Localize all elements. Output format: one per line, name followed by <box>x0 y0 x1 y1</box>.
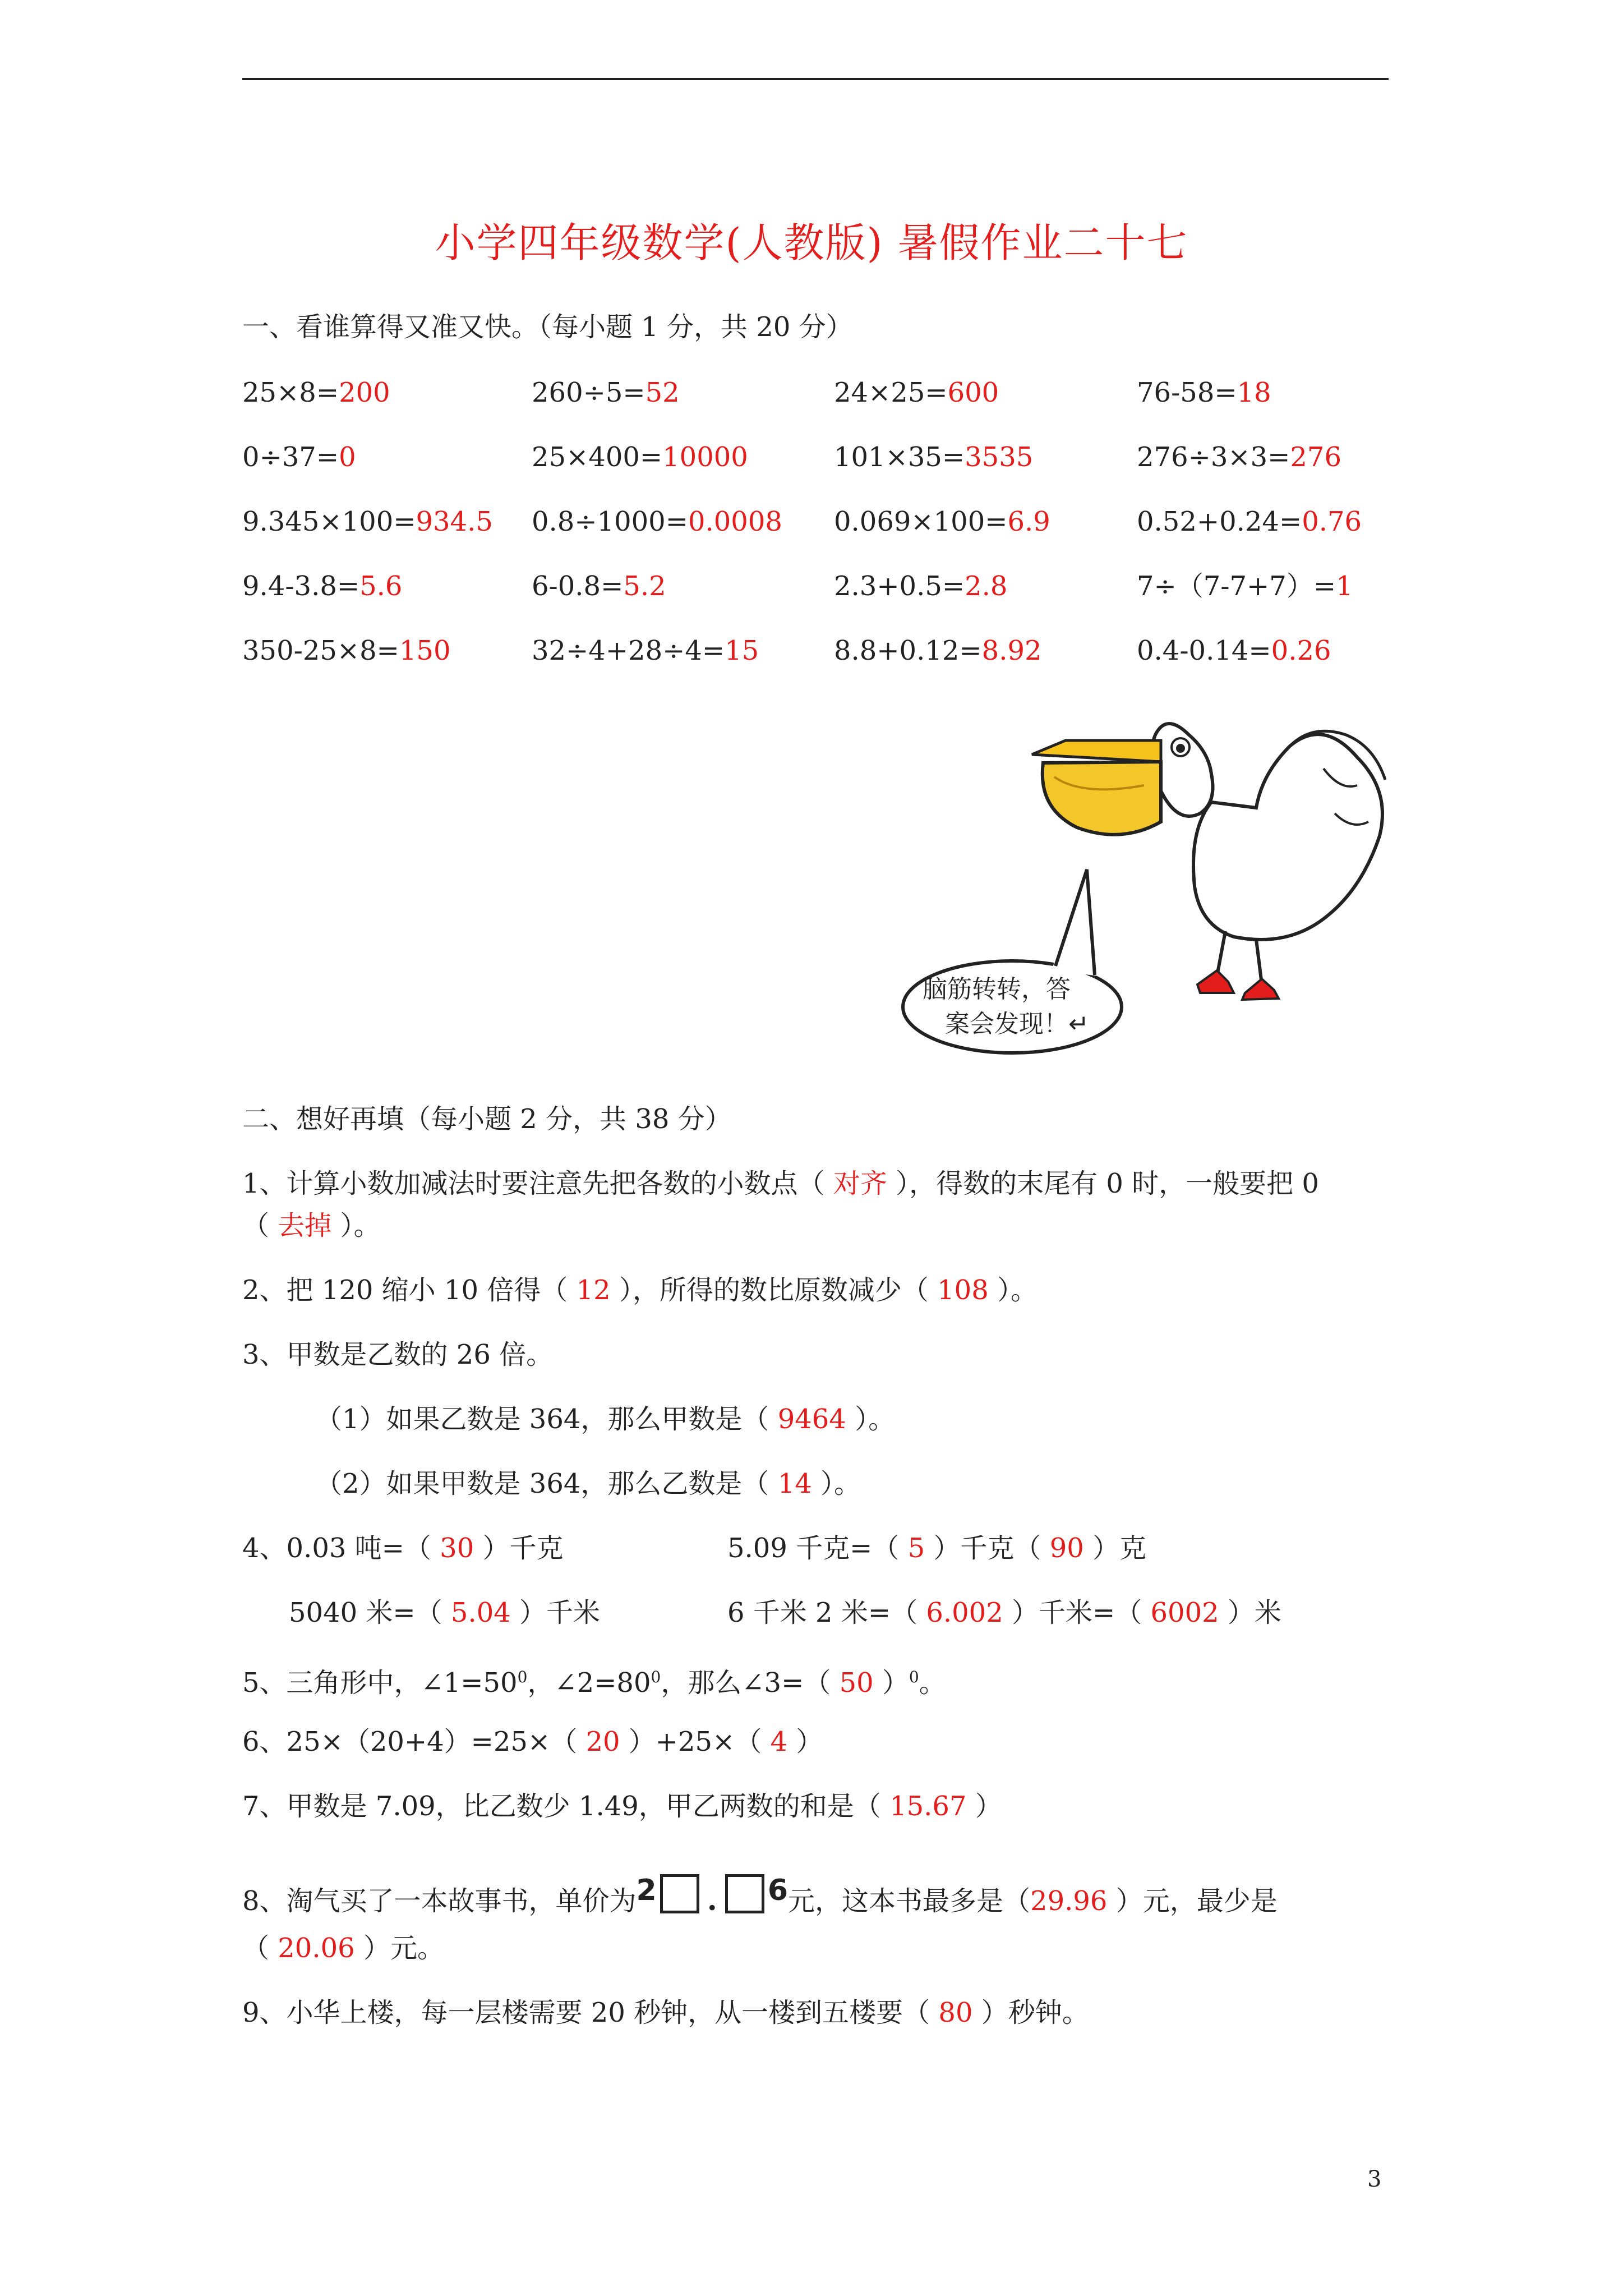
calc-question: 0.8÷1000= <box>532 506 688 537</box>
q1-text-2: ），得数的末尾有 0 时，一般要把 0 <box>887 1168 1319 1199</box>
calc-item <box>834 505 1050 539</box>
q9-line <box>242 1996 1089 2030</box>
q7-line <box>242 1789 1002 1823</box>
q4-line2a <box>289 1596 600 1630</box>
q8-price-dot: . <box>707 1883 717 1917</box>
q6-answer-1: 20 <box>585 1726 620 1757</box>
q1-line1 <box>242 1167 1319 1200</box>
q1-text-3: （ <box>242 1210 278 1241</box>
q4-l1b-answer-1: 5 <box>907 1533 925 1564</box>
calc-question: 0÷37= <box>242 441 339 473</box>
calc-answer: 1 <box>1336 570 1353 602</box>
q4-l2b-answer-2: 6002 <box>1150 1597 1219 1628</box>
q5-text-2: ，∠2=80 <box>527 1667 651 1699</box>
calc-item <box>1137 634 1331 668</box>
calc-item <box>1137 569 1353 603</box>
calc-answer: 200 <box>339 377 390 408</box>
q5-text-1: 5、三角形中，∠1=50 <box>242 1667 518 1699</box>
q8-text-1: 8、淘气买了一本故事书，单价为 <box>242 1885 637 1917</box>
q8-answer-1: 29.96 <box>1030 1885 1108 1917</box>
calc-answer: 6.9 <box>1007 506 1050 537</box>
q6-answer-2: 4 <box>770 1726 788 1757</box>
calc-answer: 0.76 <box>1302 506 1362 537</box>
q3-sub1 <box>315 1402 895 1436</box>
calc-item <box>532 440 748 474</box>
calc-item <box>242 634 451 668</box>
calc-item <box>532 634 759 668</box>
q4-l2a-answer: 5.04 <box>450 1597 511 1628</box>
calc-item <box>1137 376 1271 409</box>
calc-answer: 276 <box>1290 441 1341 473</box>
q5-text-4: ） <box>873 1667 909 1699</box>
q2-line <box>242 1273 1038 1307</box>
calc-item <box>532 376 680 409</box>
q5-text-3: ，那么∠3=（ <box>661 1667 840 1699</box>
calc-answer: 10000 <box>662 441 748 473</box>
q4-l1a-answer: 30 <box>440 1533 474 1564</box>
calc-answer: 15 <box>725 635 759 666</box>
calc-question: 9.4-3.8= <box>242 570 360 602</box>
q8-line1 <box>242 1874 1278 1918</box>
calc-answer: 0 <box>339 441 356 473</box>
q5-degree-2: 0 <box>651 1668 661 1686</box>
q8-price-digit-2: 6 <box>767 1874 789 1907</box>
q2-answer-2: 108 <box>937 1274 989 1306</box>
calc-question: 24×25= <box>834 377 948 408</box>
q8-line2 <box>242 1931 444 1965</box>
calc-question: 8.8+0.12= <box>834 635 982 666</box>
q7-text-2: ） <box>966 1791 1002 1822</box>
q3-sub1-text-2: ）。 <box>846 1404 896 1435</box>
q2-answer-1: 12 <box>576 1274 611 1306</box>
q6-text-1: 6、25×（20+4）=25×（ <box>242 1726 586 1757</box>
calc-item <box>834 569 1007 603</box>
q3-stem: 3、甲数是乙数的 26 倍。 <box>242 1339 554 1370</box>
q3-sub1-text-1: （1）如果乙数是 364，那么甲数是（ <box>315 1404 778 1435</box>
q9-answer: 80 <box>938 1997 973 2028</box>
calc-answer: 5.2 <box>623 570 666 602</box>
calc-item <box>532 505 782 539</box>
calc-answer: 0.0008 <box>688 506 782 537</box>
q4-l1b-text-3: ）克 <box>1083 1533 1147 1564</box>
header-rule <box>242 78 1389 80</box>
q4-l2b-text-2: ）千米=（ <box>1003 1597 1151 1628</box>
q4-l1a-text-2: ）千克 <box>474 1533 564 1564</box>
q4-line1b <box>727 1531 1146 1565</box>
q4-l1b-answer-2: 90 <box>1049 1533 1084 1564</box>
calc-answer: 5.6 <box>359 570 403 602</box>
calc-question: 6-0.8= <box>532 570 624 602</box>
q3-sub2-text-2: ）。 <box>811 1468 861 1499</box>
calc-answer: 2.8 <box>965 570 1008 602</box>
q5-text-5: 。 <box>919 1667 946 1699</box>
q1-text-4: ）。 <box>331 1210 381 1241</box>
calc-question: 101×35= <box>834 441 965 473</box>
q4-l1b-text-2: ）千克（ <box>925 1533 1050 1564</box>
q2-text-1: 2、把 120 缩小 10 倍得（ <box>242 1274 577 1306</box>
q8-text-5: ）元。 <box>354 1932 444 1964</box>
q1-line2 <box>242 1209 381 1243</box>
calc-item <box>242 376 390 409</box>
q4-l2b-text-1: 6 千米 2 米=（ <box>727 1597 926 1628</box>
q5-degree-3: 0 <box>909 1668 919 1686</box>
calc-question: 32÷4+28÷4= <box>532 635 725 666</box>
calc-question: 0.069×100= <box>834 506 1008 537</box>
calc-answer: 0.26 <box>1271 635 1331 666</box>
calc-question: 25×8= <box>242 377 339 408</box>
q3-sub1-answer: 9464 <box>777 1404 846 1435</box>
calc-question: 25×400= <box>532 441 663 473</box>
q8-blank-box-2 <box>725 1874 764 1913</box>
calc-question: 260÷5= <box>532 377 645 408</box>
calc-question: 350-25×8= <box>242 635 399 666</box>
q8-blank-box-1 <box>660 1874 699 1913</box>
calc-item <box>1137 505 1362 539</box>
q9-text-2: ）秒钟。 <box>972 1997 1089 2028</box>
calc-question: 0.4-0.14= <box>1137 635 1271 666</box>
calc-answer: 8.92 <box>981 635 1042 666</box>
q9-text-1: 9、小华上楼，每一层楼需要 20 秒钟，从一楼到五楼要（ <box>242 1997 939 2028</box>
q4-l2b-answer-1: 6.002 <box>926 1597 1003 1628</box>
q4-l2b-text-3: ）米 <box>1219 1597 1281 1628</box>
calc-item <box>834 440 1033 474</box>
q8-text-3: ）元，最少是 <box>1107 1885 1278 1917</box>
pelican-illustration <box>897 701 1391 1055</box>
calc-item <box>834 634 1042 668</box>
calc-item <box>532 569 666 603</box>
calc-item <box>834 376 999 409</box>
calc-answer: 18 <box>1237 377 1271 408</box>
q1-text-1: 1、计算小数加减法时要注意先把各数的小数点（ <box>242 1168 833 1199</box>
q6-text-2: ）+25×（ <box>620 1726 771 1757</box>
q7-answer: 15.67 <box>889 1791 967 1822</box>
calc-answer: 52 <box>645 377 680 408</box>
q4-line2b <box>727 1596 1281 1630</box>
calc-question: 0.52+0.24= <box>1137 506 1302 537</box>
calc-item <box>1137 440 1341 474</box>
calc-item <box>242 569 402 603</box>
q1-answer-2: 去掉 <box>278 1210 332 1241</box>
q4-l1a-text-1: 4、0.03 吨=（ <box>242 1533 440 1564</box>
calc-answer: 600 <box>947 377 999 408</box>
q6-line <box>242 1725 823 1759</box>
q8-text-2: 元，这本书最多是（ <box>788 1885 1031 1917</box>
q2-text-2: ），所得的数比原数减少（ <box>610 1274 938 1306</box>
calc-question: 276÷3×3= <box>1137 441 1290 473</box>
q5-answer: 50 <box>839 1667 874 1699</box>
speech-line-2: 案会发现！↵ <box>945 1010 1089 1038</box>
page-number: 3 <box>1367 2166 1382 2192</box>
q3-sub2-answer: 14 <box>777 1468 812 1499</box>
speech-line-1: 脑筋转转，答 <box>923 975 1071 1004</box>
q4-l2a-text-2: ）千米 <box>510 1597 601 1628</box>
q7-text-1: 7、甲数是 7.09，比乙数少 1.49，甲乙两数的和是（ <box>242 1791 890 1822</box>
q8-text-4: （ <box>242 1932 278 1964</box>
q5-degree-1: 0 <box>517 1668 528 1686</box>
q3-sub2 <box>315 1467 861 1501</box>
q4-l1b-text-1: 5.09 千克=（ <box>727 1533 908 1564</box>
calc-item <box>242 440 356 474</box>
calc-answer: 3535 <box>965 441 1034 473</box>
calc-question: 76-58= <box>1137 377 1237 408</box>
q1-answer-1: 对齐 <box>833 1168 887 1199</box>
q5-line <box>242 1660 946 1700</box>
q2-text-3: ）。 <box>988 1274 1038 1306</box>
q8-price-digit-1: 2 <box>636 1874 657 1907</box>
calc-answer: 150 <box>399 635 451 666</box>
q8-answer-2: 20.06 <box>278 1932 355 1964</box>
q4-l2a-text-1: 5040 米=（ <box>289 1597 451 1628</box>
q3-sub2-text-1: （2）如果甲数是 364，那么乙数是（ <box>315 1468 778 1499</box>
calc-question: 7÷（7-7+7）= <box>1137 570 1336 602</box>
calc-item <box>242 505 493 539</box>
calc-question: 2.3+0.5= <box>834 570 965 602</box>
q4-line1a <box>242 1531 564 1565</box>
section1-heading: 一、看谁算得又准又快。（每小题 1 分，共 20 分） <box>242 311 853 343</box>
section2-heading: 二、想好再填（每小题 2 分，共 38 分） <box>242 1103 732 1135</box>
q6-text-3: ） <box>787 1726 823 1757</box>
calc-question: 9.345×100= <box>242 506 416 537</box>
page-title: 小学四年级数学(人教版) 暑假作业二十七 <box>435 219 1188 266</box>
calc-answer: 934.5 <box>416 506 493 537</box>
